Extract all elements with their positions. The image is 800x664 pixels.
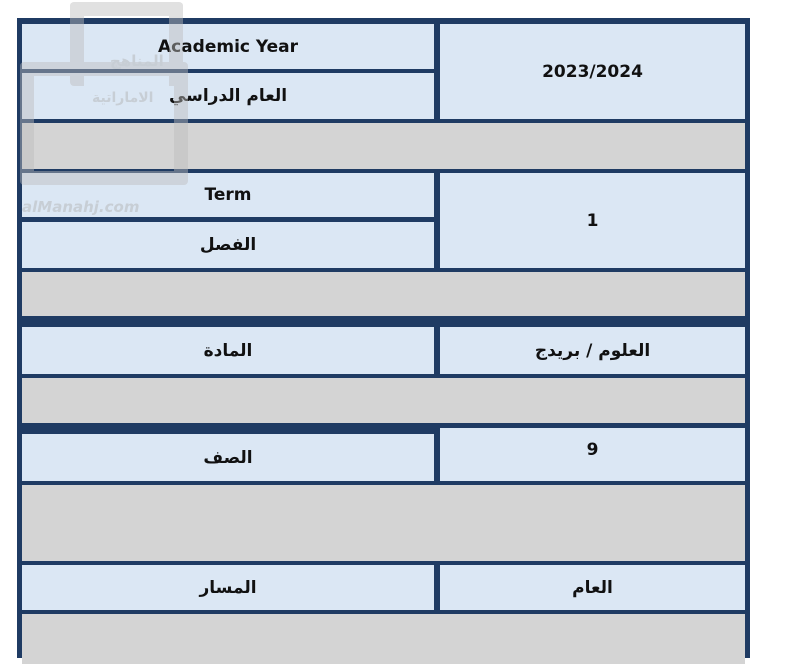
term-ar-cell [22, 222, 434, 268]
spacer-row [22, 614, 745, 664]
grade-label: الصف [203, 447, 253, 468]
watermark-name-1: المناهج [110, 52, 164, 70]
track-label: المسار [199, 577, 257, 598]
academic-year-en-label: Academic Year [157, 36, 299, 57]
term-value-cell [440, 173, 745, 268]
term-value: 1 [586, 210, 599, 231]
spacer-row [22, 378, 745, 423]
grade-label-cell [22, 434, 434, 481]
track-value: العام [572, 577, 613, 598]
subject-label-cell [22, 327, 434, 374]
academic-year-en-cell [22, 24, 434, 69]
subject-label: المادة [203, 340, 253, 361]
academic-year-value: 2023/2024 [542, 61, 643, 82]
subject-value-cell [440, 327, 745, 374]
academic-year-ar-label: العام الدراسي [168, 86, 288, 106]
academic-year-ar-cell [22, 73, 434, 119]
spacer-row [22, 123, 745, 169]
spacer-row [22, 485, 745, 561]
track-label-cell [22, 565, 434, 610]
grade-value: 9 [586, 440, 599, 460]
term-en-label: Term [204, 185, 252, 205]
grade-value-cell [440, 428, 745, 481]
term-ar-label: الفصل [199, 235, 257, 255]
info-table [17, 18, 750, 658]
term-en-cell [22, 173, 434, 217]
watermark-site: alManahj.com [22, 198, 140, 216]
track-value-cell [440, 565, 745, 610]
subject-value: العلوم / بريدج [534, 340, 651, 361]
spacer-row [22, 272, 745, 316]
academic-year-value-cell [440, 24, 745, 119]
watermark-name-2: الاماراتية [92, 90, 154, 106]
